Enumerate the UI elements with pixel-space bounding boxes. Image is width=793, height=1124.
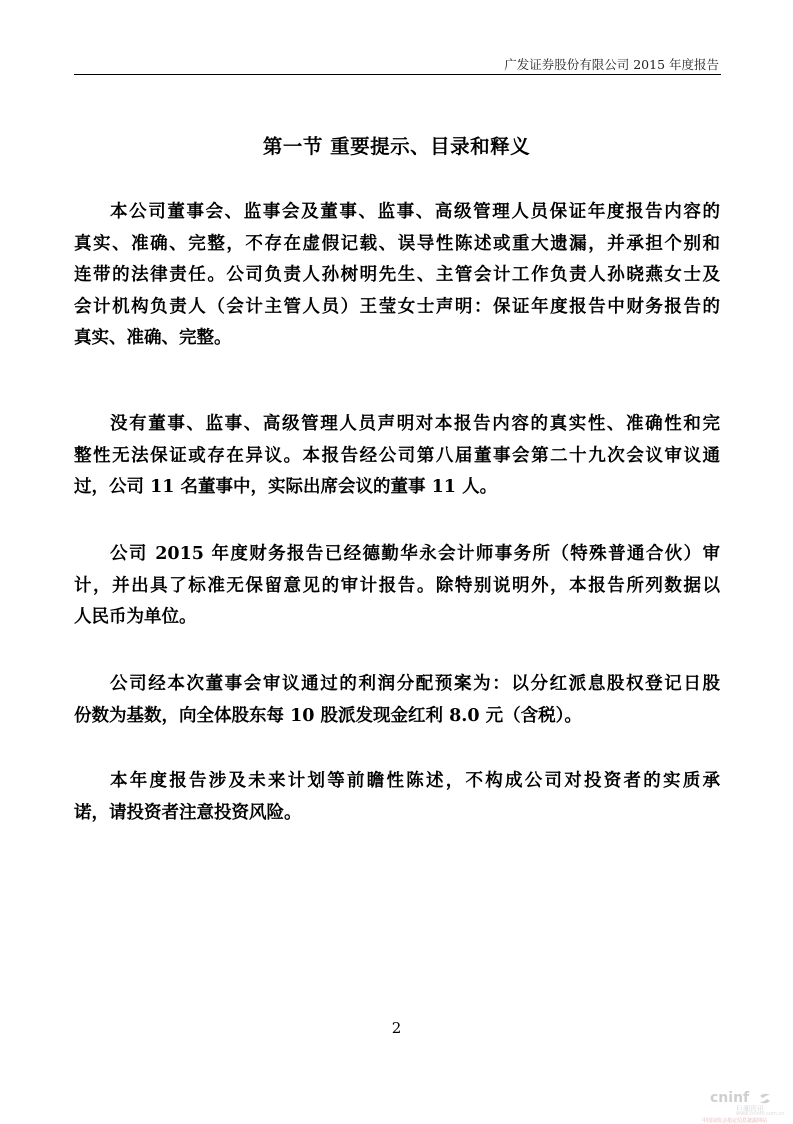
watermark-logo-url: www.cninfo.com.cn (736, 1111, 785, 1117)
section-title: 第一节 重要提示、目录和释义 (262, 135, 531, 158)
paragraph-line: 诺，请投资者注意投资风险。 (74, 802, 302, 823)
watermark-logo-sub: 中国证监会指定信息披露网站 (702, 1118, 768, 1124)
paragraph-board-attendance (74, 409, 720, 504)
page-number: 2 (391, 1019, 402, 1037)
paragraph-line: 份数为基数，向全体股东每 10 股派发现金红利 8.0 元（含税）。 (74, 705, 582, 726)
paragraph-audit-statement (74, 539, 720, 634)
paragraph-line: 公司经本次董事会审议通过的利润分配预案为：以分红派息股权登记日股 (110, 674, 720, 694)
paragraph-line: 真实、准确、完整。 (74, 328, 232, 348)
paragraph-line: 公司 2015 年度财务报告已经德勤华永会计师事务所（特殊普通合伙）审 (110, 544, 720, 564)
paragraph-line: 本年度报告涉及未来计划等前瞻性陈述，不构成公司对投资者的实质承 (110, 771, 720, 791)
paragraph-line: 连带的法律责任。公司负责人孙树明先生、主管会计工作负责人孙晓燕女士及 (74, 265, 720, 285)
paragraph-board-declaration (74, 197, 720, 355)
paragraph-line: 计，并出具了标准无保留意见的审计报告。除特别说明外，本报告所列数据以 (74, 575, 720, 596)
paragraph-line: 会计机构负责人（会计主管人员）王莹女士声明：保证年度报告中财务报告的 (74, 296, 720, 317)
watermark-logo-word: cninf (710, 1090, 750, 1106)
cninfo-watermark (700, 1090, 785, 1124)
paragraph-line: 整性无法保证或存在异议。本报告经公司第八届董事会第二十九次会议审议通 (74, 445, 720, 466)
paragraph-line: 没有董事、监事、高级管理人员声明对本报告内容的真实性、准确性和完 (110, 414, 720, 434)
paragraph-line: 真实、准确、完整，不存在虚假记载、误导性陈述或重大遗漏，并承担个别和 (74, 233, 720, 254)
paragraph-line: 人民币为单位。 (74, 607, 197, 627)
header-divider (74, 74, 721, 75)
paragraph-line: 本公司董事会、监事会及董事、监事、高级管理人员保证年度报告内容的 (110, 202, 720, 222)
running-header: 广发证券股份有限公司 2015 年度报告 (504, 57, 719, 72)
watermark-logo-cn: 巨潮资讯 (736, 1105, 764, 1113)
paragraph-forward-looking-statement (74, 766, 720, 829)
paragraph-profit-distribution (74, 669, 720, 732)
paragraph-line: 过，公司 11 名董事中，实际出席会议的董事 11 人。 (74, 477, 498, 497)
